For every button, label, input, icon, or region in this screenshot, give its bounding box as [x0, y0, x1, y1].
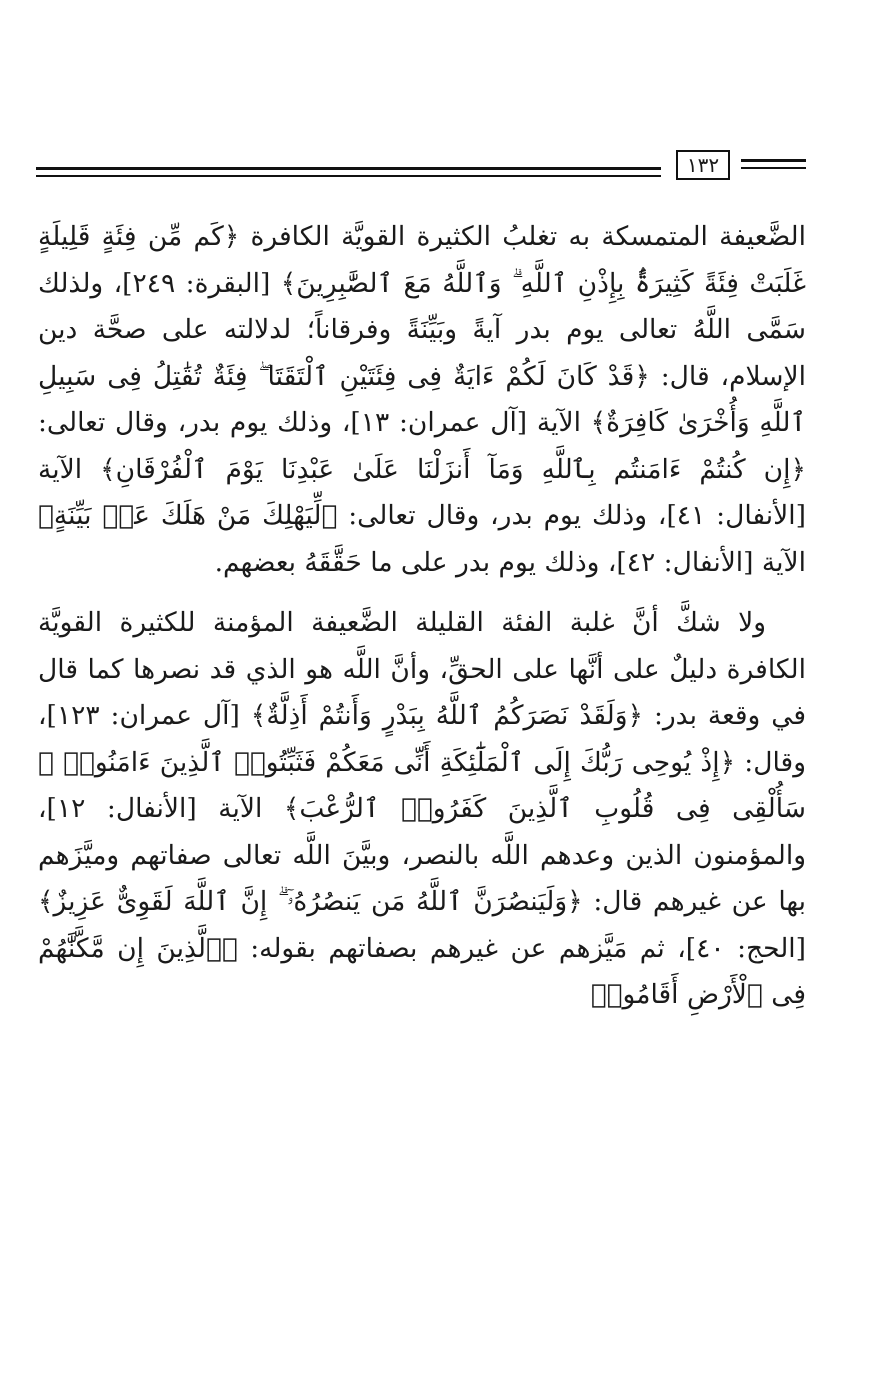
page-header [36, 150, 806, 186]
header-rule [741, 159, 806, 162]
page-body [38, 214, 806, 1019]
header-rule [36, 167, 661, 170]
header-rule [741, 167, 806, 169]
page-number: ١٣٢ [676, 150, 730, 180]
header-rule [36, 175, 661, 177]
paragraph: الضَّعيفة المتمسكة به تغلبُ الكثيرة القويَّة الكافرة ﴿كَم مِّن فِئَةٍ قَلِيلَةٍ غَلَبَتْ فِئَةً كَثِيرَةًۢ بِإِذْنِ ٱللَّهِ ۗ وَٱللَّهُ مَعَ ٱلصَّٰبِرِينَ﴾ [البقرة: ٢٤٩]، ولذلك سَمَّى اللَّهُ تعالى يوم بدر آيةً وبَيِّنَةً وفرقاناً؛ لدلالته على صحَّة دين الإسلام، قال: ﴿قَدْ كَانَ لَكُمْ ءَايَةٌ فِى فِئَتَيْنِ ٱلْتَقَتَا ۖ فِئَةٌ تُقَٰتِلُ فِى سَبِيلِ ٱللَّهِ وَأُخْرَىٰ كَافِرَةٌ﴾ الآية [آل عمران: ١٣]، وذلك يوم بدر، وقال تعالى: ﴿إِن كُنتُمْ ءَامَنتُم بِٱللَّهِ وَمَآ أَنزَلْنَا عَلَىٰ عَبْدِنَا يَوْمَ ٱلْفُرْقَانِ﴾ الآية [الأنفال: ٤١]، وذلك يوم بدر، وقال تعالى: ﴿لِّيَهْلِكَ مَنْ هَلَكَ عَنۢ بَيِّنَةٍ﴾ الآية [الأنفال: ٤٢]، وذلك يوم بدر على ما حَقَّقَهُ بعضهم. [38, 221, 806, 578]
paragraph: ولا شكَّ أنَّ غلبة الفئة القليلة الضَّعيفة المؤمنة للكثيرة القويَّة الكافرة دليلٌ على أنَّها على الحقِّ، وأنَّ اللَّه هو الذي قد نصرها كما قال في وقعة بدر: ﴿وَلَقَدْ نَصَرَكُمُ ٱللَّهُ بِبَدْرٍ وَأَنتُمْ أَذِلَّةٌ﴾ [آل عمران: ١٢٣]، وقال: ﴿إِذْ يُوحِى رَبُّكَ إِلَى ٱلْمَلَٰٓئِكَةِ أَنِّى مَعَكُمْ فَثَبِّتُوا۟ ٱلَّذِينَ ءَامَنُوا۟ ۚ سَأُلْقِى فِى قُلُوبِ ٱلَّذِينَ كَفَرُوا۟ ٱلرُّعْبَ﴾ الآية [الأنفال: ١٢]، والمؤمنون الذين وعدهم اللَّه بالنصر، وبيَّنَ اللَّه تعالى صفاتهم وميَّزَهم بها عن غيرهم قال: ﴿وَلَيَنصُرَنَّ ٱللَّهُ مَن يَنصُرُهُۥٓ ۗ إِنَّ ٱللَّهَ لَقَوِىٌّ عَزِيزٌ﴾ [الحج: ٤٠]، ثم مَيَّزهم عن غيرهم بصفاتهم بقوله: ﴿ٱلَّذِينَ إِن مَّكَّنَّٰهُمْ فِى ٱلْأَرْضِ أَقَامُوا۟ [38, 607, 807, 1010]
